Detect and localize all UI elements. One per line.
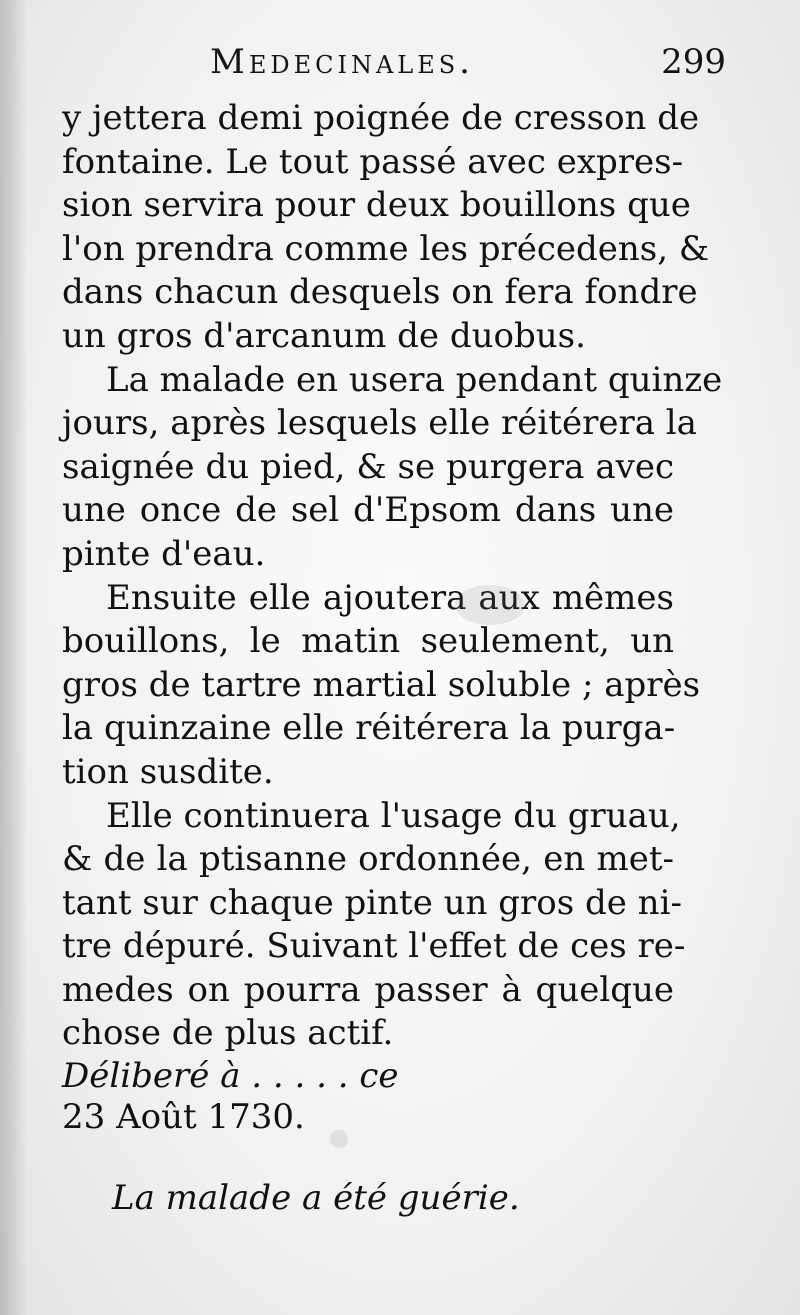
paper-stain (330, 1130, 348, 1148)
text-line: gros de tartre martial soluble ; après (62, 664, 701, 705)
text-line: la quinzaine elle réitérera la purga- (62, 708, 676, 749)
text-line: & de la ptisanne ordonnée, en met- (62, 839, 674, 880)
running-head: Medecinales. (210, 42, 474, 82)
text-line: une once de sel d'Epsom dans une (62, 490, 674, 531)
text-line: jours, après lesquels elle réitérera la (62, 403, 697, 444)
paragraph-2 (62, 359, 723, 577)
paragraph-1 (62, 97, 710, 359)
text-line: Ensuite elle ajoutera aux mêmes (106, 577, 674, 618)
text-line: y jettera demi poignée de cresson de (62, 98, 700, 138)
text-line: dans chacun desquels on fera fondre (62, 272, 698, 313)
paragraph-4 (62, 795, 686, 1057)
deliberation-line: Déliberé à . . . . . ce (62, 1056, 399, 1096)
text-line: fontaine. Le tout passé avec expres- (62, 141, 684, 182)
page-header (210, 42, 726, 92)
text-line: tion susdite. (62, 751, 274, 792)
text-line: chose de plus actif. (62, 1013, 394, 1054)
date-line: 23 Août 1730. (62, 1097, 305, 1137)
text-line: La malade en usera pendant quinze (106, 359, 723, 400)
text-line: bouillons, le matin seulement, un (62, 621, 674, 662)
text-line: saignée du pied, & se purgera avec (62, 446, 674, 487)
page-edge-shadow (0, 0, 28, 1315)
text-line: sion servira pour deux bouillons que (62, 185, 691, 226)
paragraph-3 (62, 577, 701, 795)
text-line: medes on pourra passer à quelque (62, 969, 674, 1010)
text-line: tre dépuré. Suivant l'effet de ces re- (62, 926, 686, 967)
text-line: pinte d'eau. (62, 533, 266, 574)
paper-stain (455, 585, 525, 625)
text-line: Elle continuera l'usage du gruau, (106, 795, 681, 836)
text-line: tant sur chaque pinte un gros de ni- (62, 882, 682, 923)
text-line: un gros d'arcanum de duobus. (62, 315, 586, 356)
text-line: l'on prendra comme les précedens, & (62, 228, 710, 269)
body-text (62, 97, 723, 1056)
page-number: 299 (661, 42, 726, 82)
outcome-line: La malade a été guérie. (112, 1178, 520, 1218)
